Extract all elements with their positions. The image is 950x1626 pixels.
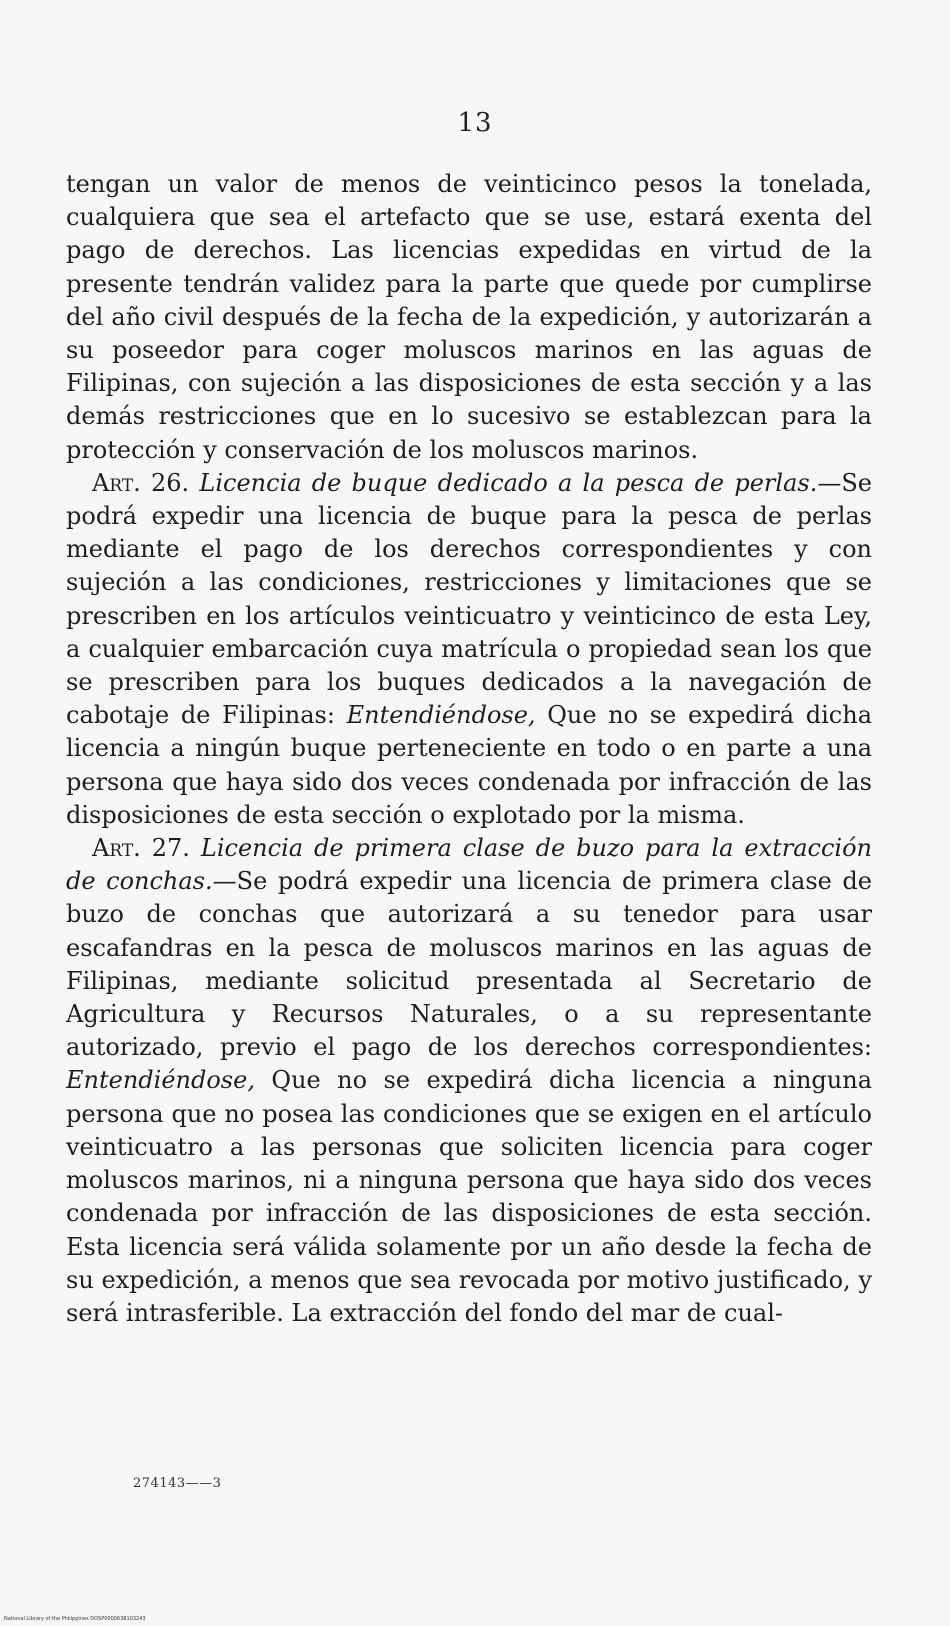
- paragraph-continuation: [66, 168, 872, 467]
- page-number: 13: [457, 108, 493, 138]
- article-number: Art. 26.: [92, 468, 190, 497]
- proviso-term: Entendiéndose,: [346, 701, 536, 730]
- article-26: [66, 467, 872, 832]
- article-text: —Se podrá expedir una licencia de primera clase de buzo de conchas que autorizará a su tenedor para usar escafandras en la pesca de moluscos marinos en las aguas de Filipinas, mediante solicitud presentada al Secretario de Agricultura y Recursos Naturales, o a su representante autorizado, previo el pago de los derechos correspondientes:: [66, 867, 872, 1062]
- proviso-term: Entendiéndose,: [66, 1066, 255, 1095]
- article-27: [66, 832, 872, 1330]
- paragraph-text: tengan un valor de menos de veinticinco pesos la tonelada, cualquiera que sea el artefacto que se use, estará exenta del pago de derechos. Las licencias expedidas en virtud de la presente tendrán validez para la parte que quede por cumplirse del año civil después de la fecha de la expedición, y autorizarán a su poseedor para coger moluscos marinos en las aguas de Filipinas, con sujeción a las disposiciones de esta sección y a las demás restricciones que en lo sucesivo se establezcan para la protección y conservación de los moluscos marinos.: [66, 170, 872, 464]
- article-text: —Se podrá expedir una licencia de buque para la pesca de perlas mediante el pago de los derechos correspondientes y con sujeción a las condiciones, restricciones y limitaciones que se prescriben en los artículos veinticuatro y veinticinco de esta Ley, a cualquier embarcación cuya matrícula o propiedad sean los que se prescriben para los buques dedicados a la navegación de cabotaje de Filipinas:: [66, 468, 872, 730]
- article-text: Que no se expedirá dicha licencia a ningún buque perteneciente en todo o en parte a una persona que haya sido dos veces condenada por infracción de las disposiciones de esta sección o explotado por la misma.: [66, 701, 873, 829]
- article-number: Art. 27.: [92, 834, 190, 863]
- printer-signature: 274143——3: [133, 1476, 222, 1491]
- library-footer: National Library of the Philippines DOSP0000638103243: [4, 1616, 146, 1622]
- article-text: Que no se expedirá dicha licencia a ninguna persona que no posea las condiciones que se exigen en el artículo veinticuatro a las personas que soliciten licencia para coger moluscos marinos, ni a ninguna persona que haya sido dos veces condenada por infracción de las disposiciones de esta sección. Esta licencia será válida solamente por un año desde la fecha de su expedición, a menos que sea revocada por motivo justificado, y será intrasferible. La extracción del fondo del mar de cual-: [66, 1066, 872, 1327]
- article-title: Licencia de buque dedicado a la pesca de perlas.: [199, 468, 818, 497]
- article-title: Licencia de primera clase de buzo para la extracción de conchas.: [66, 834, 873, 896]
- body-text: [66, 168, 872, 1330]
